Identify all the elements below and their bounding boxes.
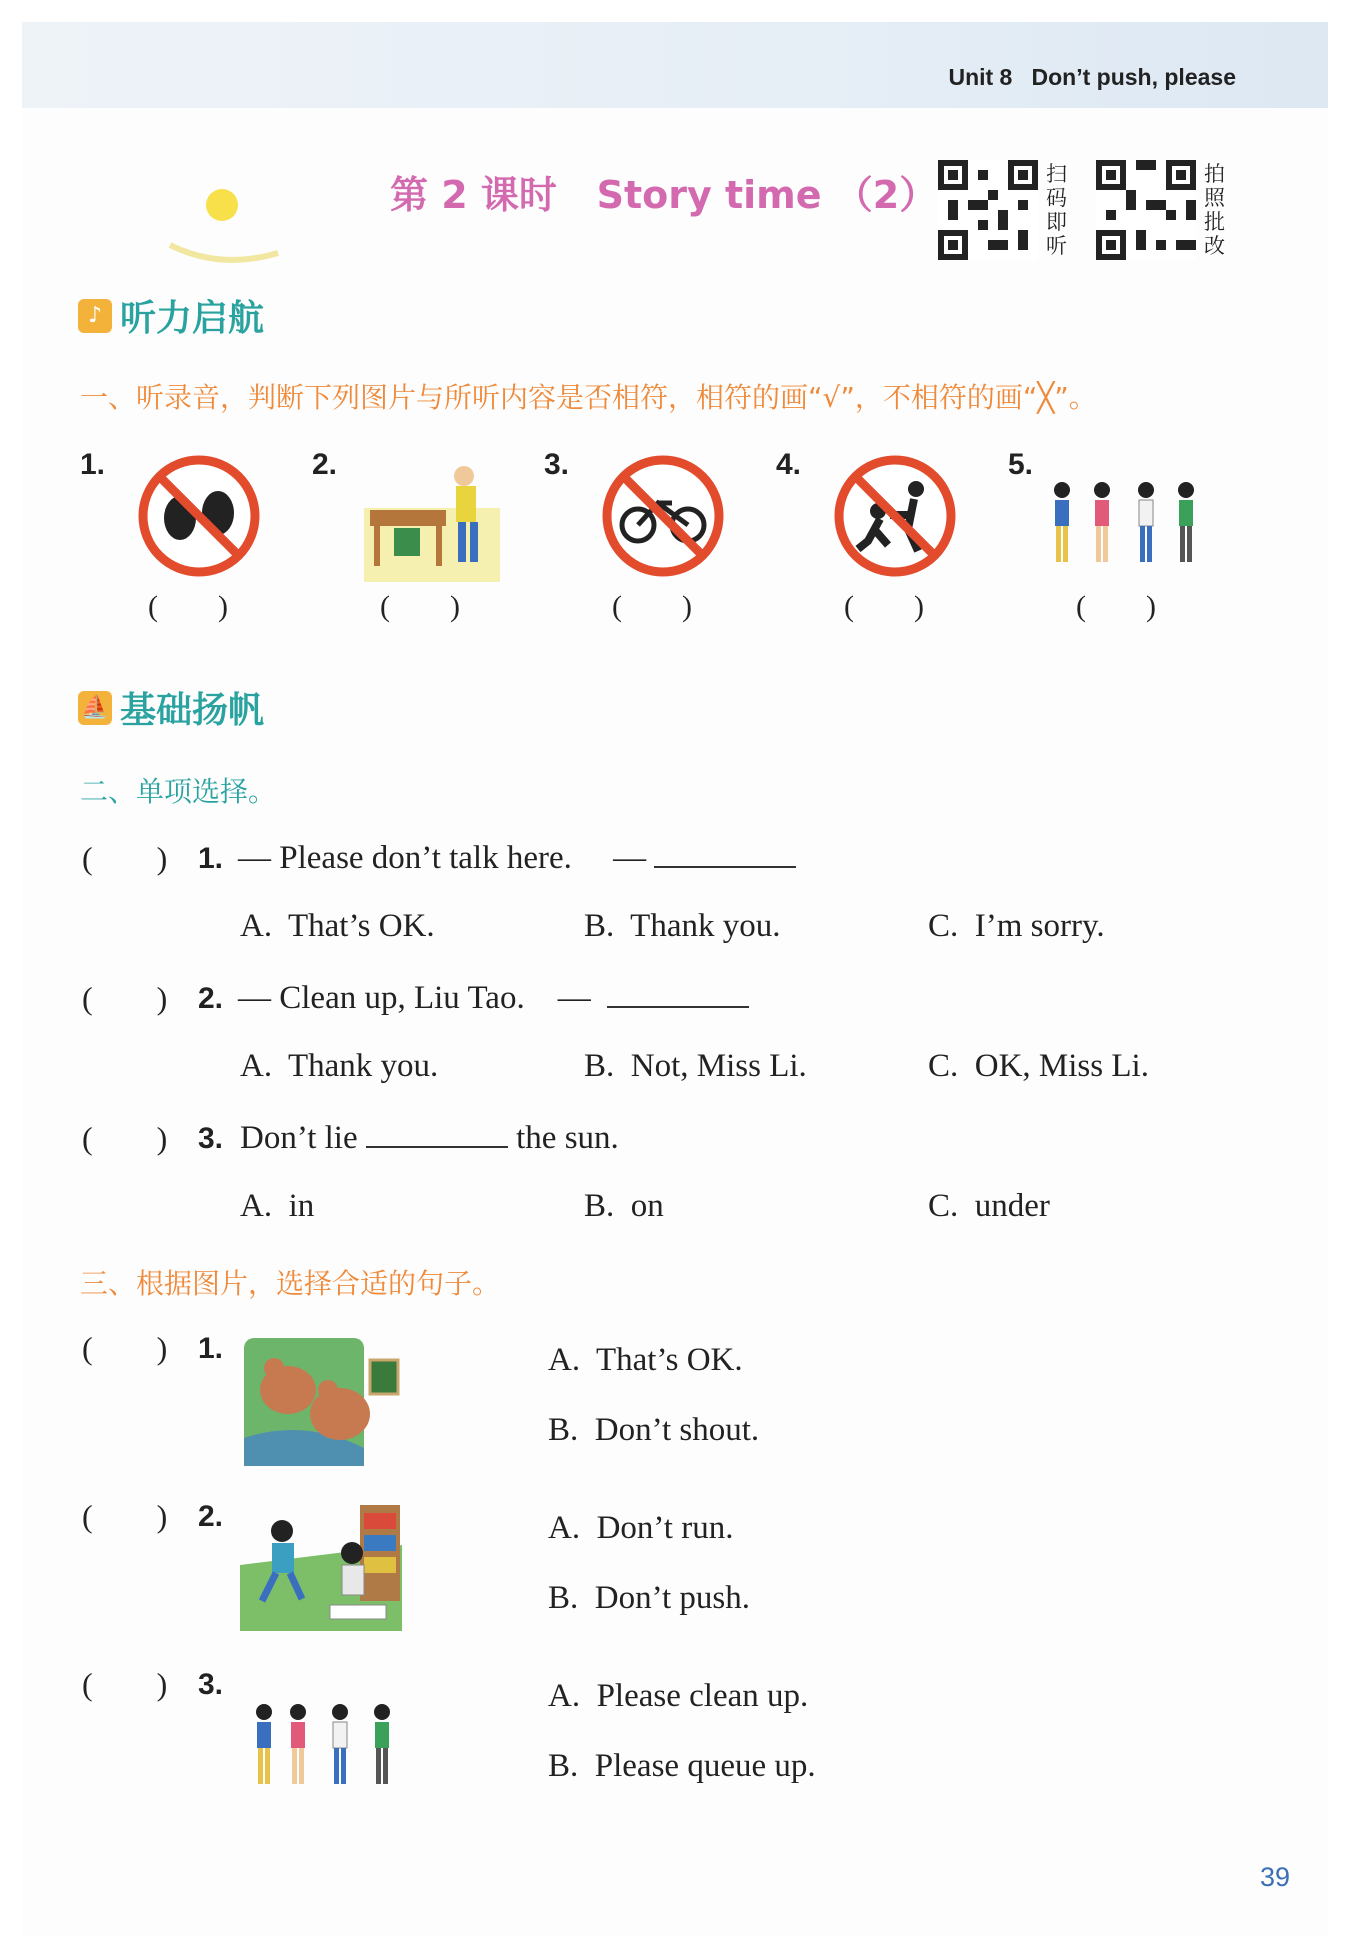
q2-2-answer-paren[interactable]: ( ) — [82, 980, 168, 1016]
q2-3-option-c: C. under — [928, 1188, 1050, 1224]
q2-1-blank[interactable] — [654, 838, 796, 868]
listen-badge-icon: ♪ — [78, 299, 112, 333]
answer-paren-1[interactable]: ( ) — [148, 590, 228, 623]
q2-1-number: 1. — [198, 842, 224, 875]
q2-1-stem: — Please don’t talk here. — — [238, 838, 796, 877]
pic-number-1: 1. — [80, 448, 106, 481]
pic-number-2: 2. — [312, 448, 338, 481]
section-heading-listen — [78, 290, 264, 341]
section-heading-basic — [78, 682, 264, 733]
q2-3-option-a: A. in — [240, 1188, 315, 1224]
qr-grade-caption: 拍 照 批 改 — [1204, 162, 1225, 258]
q2-3-answer-paren[interactable]: ( ) — [82, 1120, 168, 1156]
part2-instruction: 二、单项选择。 — [80, 775, 277, 808]
q2-1-option-a: A. That’s OK. — [240, 908, 435, 944]
q3-3-option-b: B. Please queue up. — [548, 1748, 816, 1784]
answer-paren-3[interactable]: ( ) — [612, 590, 692, 623]
lesson-title: 第 2 课时 Story time （2） — [390, 173, 938, 217]
part3-instruction: 三、根据图片，选择合适的句子。 — [80, 1267, 501, 1300]
no-pushing-sign-icon — [834, 455, 956, 577]
q2-2-stem: — Clean up, Liu Tao. — — [238, 978, 749, 1017]
q3-1-option-b: B. Don’t shout. — [548, 1412, 760, 1448]
children-queue-icon — [1046, 478, 1206, 570]
section-heading-basic-text: 基础扬帆 — [120, 690, 265, 731]
q3-1-number: 1. — [198, 1332, 224, 1365]
qr-code-listen-icon[interactable] — [938, 160, 1038, 260]
section-heading-listen-text: 听力启航 — [120, 298, 265, 339]
q2-2-option-c: C. OK, Miss Li. — [928, 1048, 1149, 1084]
page-number: 39 — [1260, 1862, 1291, 1892]
q3-3-answer-paren[interactable]: ( ) — [82, 1666, 168, 1702]
q3-2-option-a: A. Don’t run. — [548, 1510, 734, 1546]
q2-2-option-a: A. Thank you. — [240, 1048, 439, 1084]
q2-3-number: 3. — [198, 1122, 224, 1155]
q2-3-stem: Don’t lie the sun. — [240, 1120, 619, 1156]
pic-number-4: 4. — [776, 448, 802, 481]
q3-2-option-b: B. Don’t push. — [548, 1580, 750, 1616]
pic-number-5: 5. — [1008, 448, 1034, 481]
q3-3-option-a: A. Please clean up. — [548, 1678, 809, 1714]
q2-2-option-b: B. Not, Miss Li. — [584, 1048, 807, 1084]
q3-2-answer-paren[interactable]: ( ) — [82, 1498, 168, 1534]
no-bicycle-sign-icon — [602, 455, 724, 577]
q3-3-number: 3. — [198, 1668, 224, 1701]
q3-2-number: 2. — [198, 1500, 224, 1533]
q2-2-blank[interactable] — [607, 978, 749, 1008]
q2-2-number: 2. — [198, 982, 224, 1015]
pic-number-3: 3. — [544, 448, 570, 481]
part1-instruction: 一、听录音，判断下列图片与所听内容是否相符，相符的画“√”，不相符的画“╳”。 — [80, 381, 1097, 414]
q2-1-answer-paren[interactable]: ( ) — [82, 840, 168, 876]
no-talking-sign-icon — [138, 455, 260, 577]
sun-decoration-icon — [160, 175, 290, 285]
q2-1-option-c: C. I’m sorry. — [928, 908, 1105, 944]
unit-label: Unit 8 Don’t push, please — [948, 64, 1236, 90]
children-queue-icon-2 — [248, 1700, 408, 1792]
qr-scan-caption: 扫 码 即 听 — [1046, 162, 1067, 258]
q3-1-option-a: A. That’s OK. — [548, 1342, 743, 1378]
answer-paren-2[interactable]: ( ) — [380, 590, 460, 623]
qr-code-grade-icon[interactable] — [1096, 160, 1196, 260]
q2-1-option-b: B. Thank you. — [584, 908, 781, 944]
q2-3-option-b: B. on — [584, 1188, 664, 1224]
sail-badge-icon: ⛵ — [78, 691, 112, 725]
running-in-library-picture-icon — [240, 1505, 402, 1631]
q2-3-blank[interactable] — [366, 1118, 508, 1148]
answer-paren-5[interactable]: ( ) — [1076, 590, 1156, 623]
boy-cleaning-table-icon — [364, 458, 500, 582]
q3-1-answer-paren[interactable]: ( ) — [82, 1330, 168, 1366]
shouting-animals-picture-icon — [244, 1338, 400, 1466]
answer-paren-4[interactable]: ( ) — [844, 590, 924, 623]
